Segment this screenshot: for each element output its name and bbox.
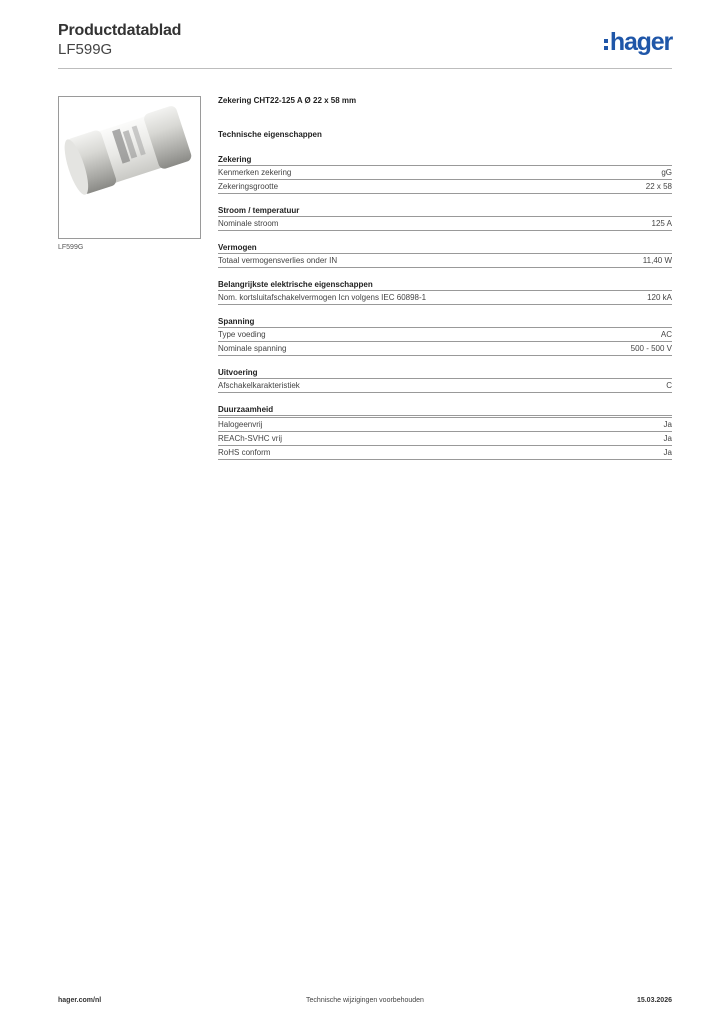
document-title: Productdatablad [58, 22, 182, 39]
section-uitvoering [218, 367, 672, 393]
footer-notice: Technische wijzigingen voorbehouden [306, 997, 424, 1004]
section-vermogen [218, 242, 672, 268]
section-elektrische-eigenschappen [218, 279, 672, 305]
section-title: Vermogen [218, 242, 672, 254]
spec-row [218, 379, 672, 393]
spec-label: REACh-SVHC vrij [218, 434, 283, 443]
section-spanning [218, 316, 672, 356]
spec-row [218, 217, 672, 231]
logo-dots-icon [604, 39, 608, 50]
spec-row [218, 342, 672, 356]
spec-row [218, 328, 672, 342]
spec-value: 120 kA [647, 293, 672, 302]
spec-value: 125 A [651, 219, 672, 228]
spec-value: 11,40 W [642, 256, 672, 265]
hager-logo [604, 28, 672, 56]
spec-value: gG [661, 168, 672, 177]
page-footer [58, 997, 672, 1009]
spec-label: Kenmerken zekering [218, 168, 292, 177]
spec-value: AC [660, 330, 672, 339]
product-name: Zekering CHT22-125 A Ø 22 x 58 mm [218, 96, 357, 105]
footer-date: 15.03.2026 [636, 997, 672, 1004]
spec-row [218, 291, 672, 305]
spec-row [218, 180, 672, 194]
section-title: Uitvoering [218, 367, 672, 379]
section-stroom-temperatuur [218, 205, 672, 231]
spec-row [218, 166, 672, 180]
spec-value: 500 - 500 V [630, 344, 672, 353]
spec-label: Nominale stroom [218, 219, 279, 228]
spec-label: Type voeding [218, 330, 266, 339]
spec-value: C [666, 381, 672, 390]
spec-value: Ja [663, 448, 672, 457]
section-zekering [218, 154, 672, 194]
page-header [58, 22, 672, 70]
section-duurzaamheid [218, 404, 672, 460]
spec-label: Nominale spanning [218, 344, 287, 353]
technical-properties-title: Technische eigenschappen [218, 130, 322, 139]
section-title: Belangrijkste elektrische eigenschappen [218, 279, 672, 291]
product-code: LF599G [58, 41, 113, 58]
spec-label: Totaal vermogensverlies onder IN [218, 256, 338, 265]
spec-sections [218, 154, 672, 460]
spec-label: Zekeringsgrootte [218, 182, 279, 191]
spec-value: Ja [663, 420, 672, 429]
spec-label: Halogeenvrij [218, 420, 263, 429]
header-divider [58, 68, 672, 69]
fuse-cartridge-icon [59, 97, 200, 238]
spec-label: Nom. kortsluitafschakelvermogen Icn volgens IEC 60898-1 [218, 293, 427, 302]
logo-text: hager [609, 27, 672, 56]
spec-row [218, 254, 672, 268]
section-title: Stroom / temperatuur [218, 205, 672, 217]
spec-value: Ja [663, 434, 672, 443]
section-title: Duurzaamheid [218, 404, 672, 416]
section-title: Zekering [218, 154, 672, 166]
photo-caption: LF599G [58, 244, 84, 251]
footer-website: hager.com/nl [58, 997, 102, 1004]
product-photo [58, 96, 201, 239]
spec-label: Afschakelkarakteristiek [218, 381, 300, 390]
spec-row [218, 446, 672, 460]
spec-label: RoHS conform [218, 448, 271, 457]
section-title: Spanning [218, 316, 672, 328]
spec-row [218, 432, 672, 446]
spec-row [218, 418, 672, 432]
spec-value: 22 x 58 [645, 182, 672, 191]
specifications [218, 96, 672, 471]
